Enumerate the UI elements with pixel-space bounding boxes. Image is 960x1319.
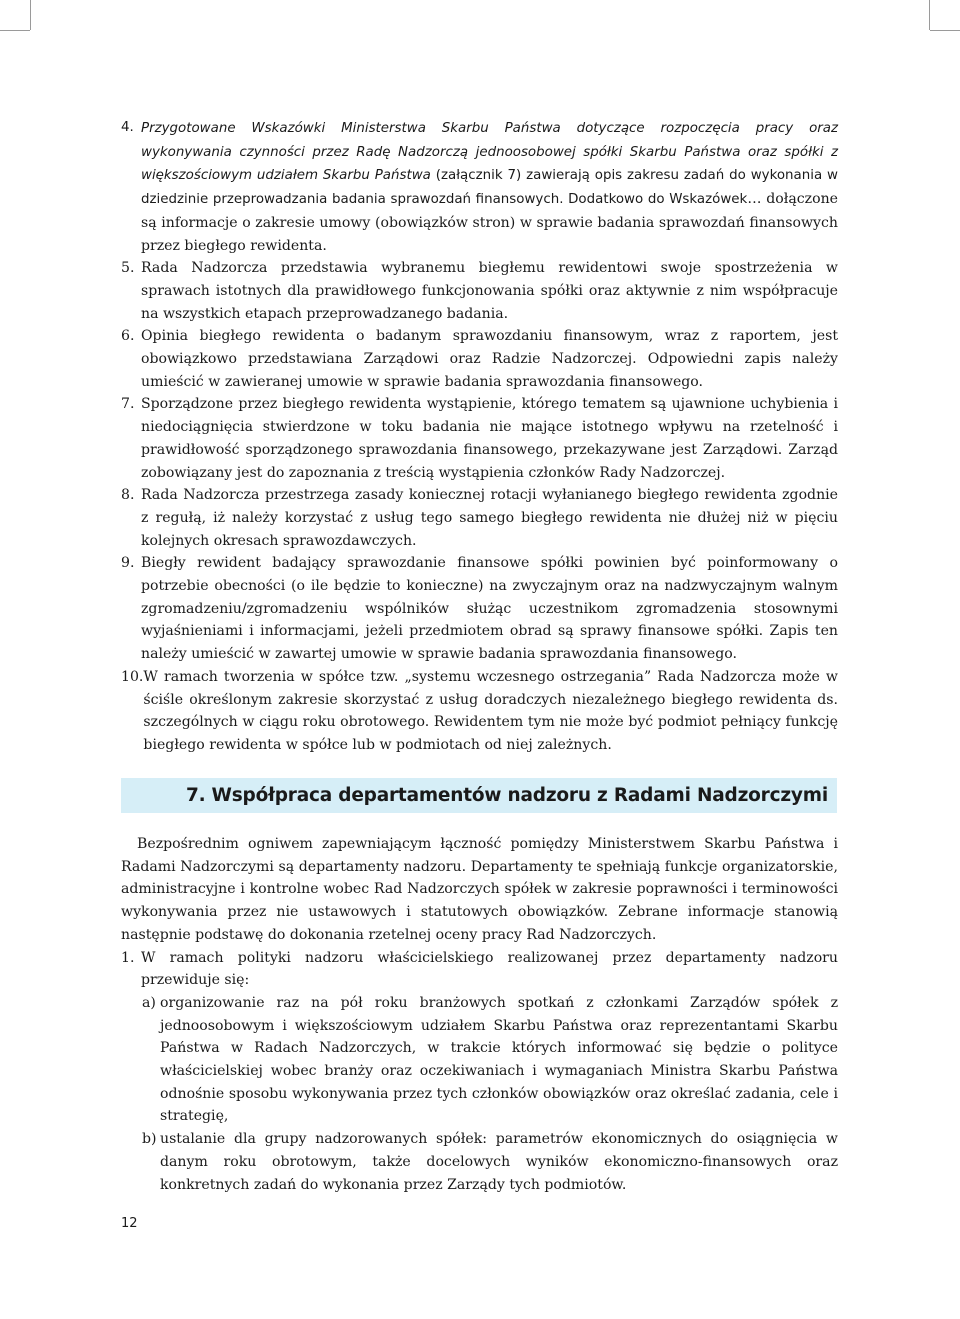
section-intro-paragraph: Bezpośrednim ogniwem zapewniającym łączność pomiędzy Ministerstwem Skarbu Państwa i Radami Nadzorczymi są departamenty nadzoru. Departamenty te spełniają funkcje organizatorskie, administracyjne i kontrolne wobec Rad Nadzorczych spółek w zakresie poprawności i terminowości wykonywania przez nie ustawowych i statutowych obowiązków. Zebrane informacje stanowią następnie podstawę do dokonania rzetelnej oceny pracy Rad Nadzorczych. — [121, 836, 838, 943]
sub-item-text: ustalanie dla grupy nadzorowanych spółek: parametrów ekonomicznych do osiągnięcia w danym roku obrotowym, także docelowych wyników ekonomiczno-finansowych oraz konkretnych zadań do wykonania przez Zarządy tych podmiotów. — [160, 1131, 838, 1193]
crop-mark-top-right-vertical — [929, 0, 930, 30]
list-item-10 — [121, 666, 838, 757]
list-item-text: … dołączone są informacje o zakresie umowy (obowiązków stron) w sprawie badania sprawozdań finansowych przez biegłego rewidenta. — [141, 191, 838, 254]
sub-item-label: b) — [142, 1131, 157, 1148]
numbered-list-top — [121, 117, 838, 757]
list-item-text: Opinia biegłego rewidenta o badanym sprawozdaniu finansowym, wraz z raportem, jest obowiązkowo przedstawiana Zarządowi oraz Radzie Nadzorczej. Odpowiedni zapis należy umieścić w zawieranej umowie w sprawie badania sprawozdania finansowego. — [141, 328, 838, 390]
list-item-7 — [121, 393, 838, 484]
list-item-5 — [121, 257, 838, 325]
section-heading — [186, 785, 828, 806]
list-item-number: 7. — [121, 396, 135, 413]
section-list-item-1 — [121, 947, 838, 992]
crop-mark-top-left-horizontal — [0, 30, 30, 31]
crop-mark-top-right-horizontal — [930, 30, 960, 31]
list-item-number: 10. — [121, 668, 144, 685]
list-item-text-sans: (załącznik 7) zawierają opis zakresu zadań do wykonania w dziedzinie przeprowadzania badania sprawozdań finansowych. Dodatkowo do Wskazówek — [141, 168, 838, 208]
crop-mark-top-left-vertical — [30, 0, 31, 30]
list-item-number: 9. — [121, 555, 135, 572]
list-item-number: 8. — [121, 487, 135, 504]
list-item-text: W ramach tworzenia w spółce tzw. „systemu wczesnego ostrzegania” Rada Nadzorcza może w ściśle określonym zakresie skorzystać z usług doradczych niezależnego biegłego rewidenta ds. szczególnych w ciągu roku obrotowego. Rewidentem tym nie może być podmiot pełniący funkcję biegłego rewidenta w spółce lub w podmiotach od niej zależnych. — [143, 668, 838, 753]
list-item-9 — [121, 552, 838, 666]
list-item-8 — [121, 484, 838, 552]
sub-item-text: organizowanie raz na pół roku branżowych spotkań z członkami Zarządów spółek z jednoosobowym i większościowym udziałem Skarbu Państwa oraz reprezentantami Skarbu Państwa w Radach Nadzorczych, w trakcie których informować się będzie o polityce właścicielskiej wobec branży oraz oczekiwaniach i wymaganiach Ministra Skarbu Państwa odnośnie sposobu wykonywania przez tych członków obowiązków oraz określać zadania, cele i strategię, — [160, 994, 838, 1125]
section-title: Współpraca departamentów nadzoru z Radami Nadzorczymi — [211, 785, 828, 806]
page-number: 12 — [121, 1216, 138, 1231]
sub-item-label: a) — [142, 994, 156, 1011]
list-item-text: Rada Nadzorcza przedstawia wybranemu biegłemu rewidentowi swoje spostrzeżenia w sprawach istotnych dla prawidłowego funkcjonowania spółki oraz aktywnie z nim współpracuje na wszystkich etapach przeprowadzanego badania. — [141, 260, 838, 322]
list-item-number: 5. — [121, 260, 135, 277]
list-item-text: Rada Nadzorcza przestrzega zasady koniecznej rotacji wyłanianego biegłego rewidenta zgodnie z regułą, iż należy korzystać z usług tego samego biegłego rewidenta nie dłużej niż w pięciu kolejnych okresach sprawozdawczych. — [141, 487, 838, 549]
list-item-text: W ramach polityki nadzoru właścicielskiego realizowanej przez departamenty nadzoru przewiduje się: — [141, 949, 838, 989]
list-item-text: Sporządzone przez biegłego rewidenta wystąpienie, którego tematem są ujawnione uchybienia i niedociągnięcia stwierdzone w toku badania nie mające istotnego wpływu na rzetelność i prawidłowość sporządzonego sprawozdania finansowego, przekazywane jest Zarządowi. Zarząd zobowiązany jest do zapoznania z treścią wystąpienia członków Rady Nadzorczej. — [141, 396, 838, 481]
section-number: 7. — [186, 785, 206, 806]
section-body — [121, 833, 838, 1196]
list-item-number: 6. — [121, 328, 135, 345]
list-item-4 — [121, 117, 838, 257]
list-item-6 — [121, 325, 838, 393]
list-item-number: 1. — [121, 949, 135, 966]
sub-item-b — [142, 1128, 838, 1196]
guidelines-title-italic: Przygotowane Wskazówki Ministerstwa Skarbu Państwa dotyczące rozpoczęcia pracy oraz wykonywania czynności przez Radę Nadzorczą jednoosobowej spółki Skarbu Państwa oraz spółki z większościowym udziałem Skarbu Państwa — [141, 121, 838, 184]
sub-item-a — [142, 992, 838, 1128]
list-item-number: 4. — [121, 120, 134, 135]
list-item-text: Biegły rewident badający sprawozdanie finansowe spółki powinien być poinformowany o potrzebie obecności (o ile będzie to konieczne) na zwyczajnym oraz na nadzwyczajnym walnym zgromadzeniu/zgromadzeniu wspólników służąc uczestnikom zgromadzenia stosownymi wyjaśnieniami i informacjami, jeżeli przedmiotem obrad są sprawy finansowe spółki. Zapis ten należy umieścić w zawartej umowie w sprawie badania sprawozdania finansowego. — [141, 555, 838, 663]
